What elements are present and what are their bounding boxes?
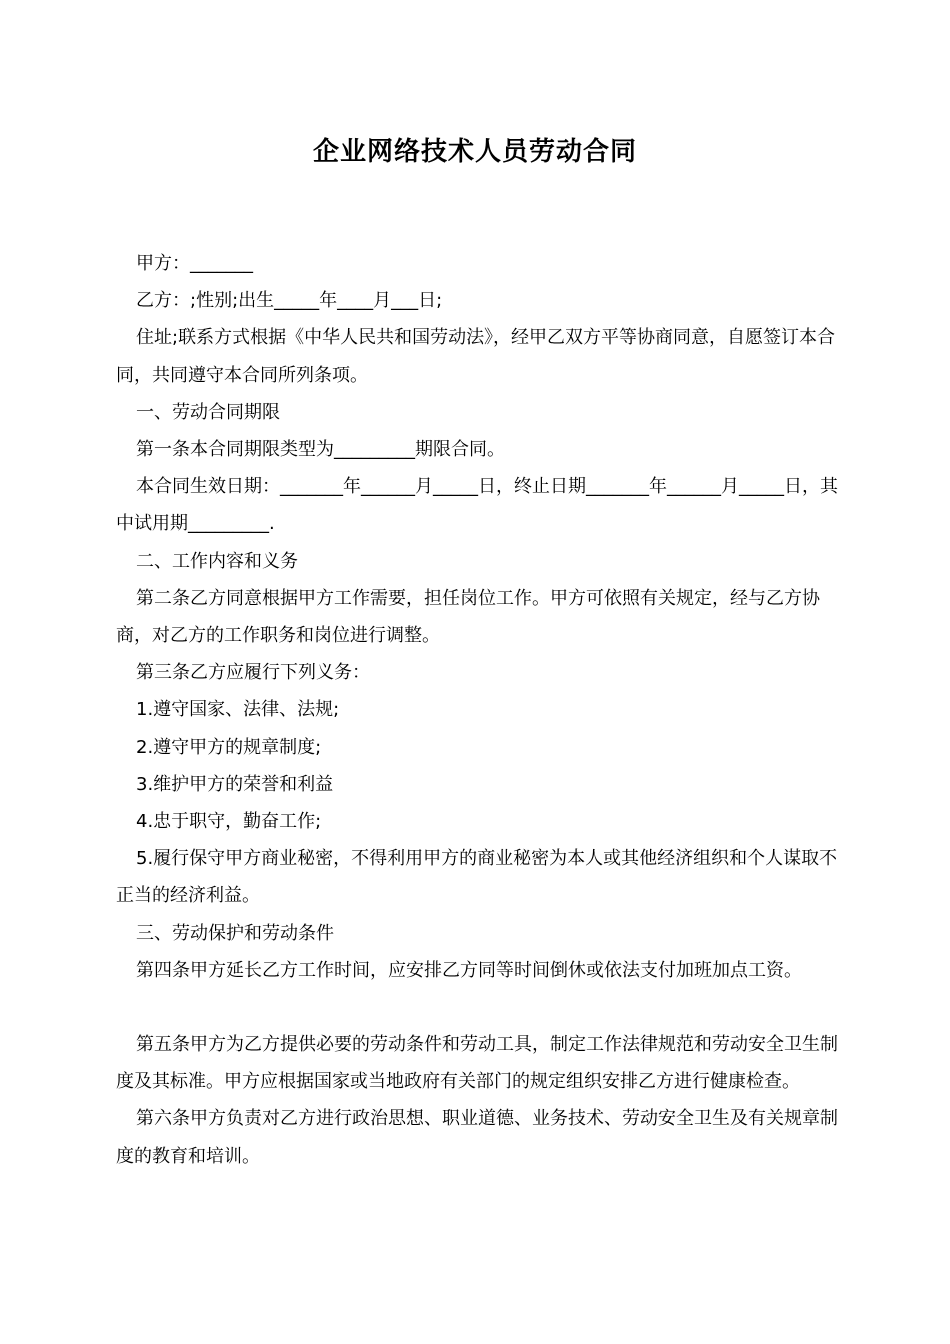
- list-item-duty-5: 5.履行保守甲方商业秘密，不得利用甲方的商业秘密为本人或其他经济组织和个人谋取不正当的经济利益。: [116, 848, 838, 907]
- list-item-duty-4: 4.忠于职守，勤奋工作;: [136, 811, 322, 833]
- section-heading-protection: 三、劳动保护和劳动条件: [136, 922, 334, 944]
- paragraph-article-1: 第一条本合同期限类型为_________期限合同。: [136, 439, 505, 461]
- list-item-duty-1: 1.遵守国家、法律、法规;: [136, 699, 340, 721]
- paragraph-article-6: 第六条甲方负责对乙方进行政治思想、职业道德、业务技术、劳动安全卫生及有关规章制度的教育和培训。: [116, 1108, 838, 1167]
- section-heading-term: 一、劳动合同期限: [136, 401, 280, 423]
- paragraph-effective-date: 本合同生效日期：_______年______月_____日，终止日期_______年______月_____日，其中试用期_________.: [116, 476, 838, 535]
- paragraph-article-3: 第三条乙方应履行下列义务：: [136, 662, 370, 684]
- paragraph-party-b: 乙方：;性别;出生_____年____月___日;: [136, 290, 443, 312]
- document-body: [116, 245, 838, 1175]
- paragraph-address: 住址;联系方式根据《中华人民共和国劳动法》，经甲乙双方平等协商同意，自愿签订本合同，共同遵守本合同所列条项。: [116, 327, 836, 386]
- paragraph-article-5: 第五条甲方为乙方提供必要的劳动条件和劳动工具，制定工作法律规范和劳动安全卫生制度及其标准。甲方应根据国家或当地政府有关部门的规定组织安排乙方进行健康检查。: [116, 1034, 838, 1093]
- list-item-duty-3: 3.维护甲方的荣誉和利益: [136, 773, 334, 795]
- section-heading-duties: 二、工作内容和义务: [136, 550, 298, 572]
- list-item-duty-2: 2.遵守甲方的规章制度;: [136, 736, 322, 758]
- paragraph-article-4: 第四条甲方延长乙方工作时间，应安排乙方同等时间倒休或依法支付加班加点工资。: [136, 959, 802, 981]
- paragraph-article-2: 第二条乙方同意根据甲方工作需要，担任岗位工作。甲方可依照有关规定，经与乙方协商，对乙方的工作职务和岗位进行调整。: [116, 587, 820, 647]
- paragraph-party-a: 甲方：_______: [136, 253, 253, 274]
- document-title: 企业网络技术人员劳动合同: [312, 137, 637, 167]
